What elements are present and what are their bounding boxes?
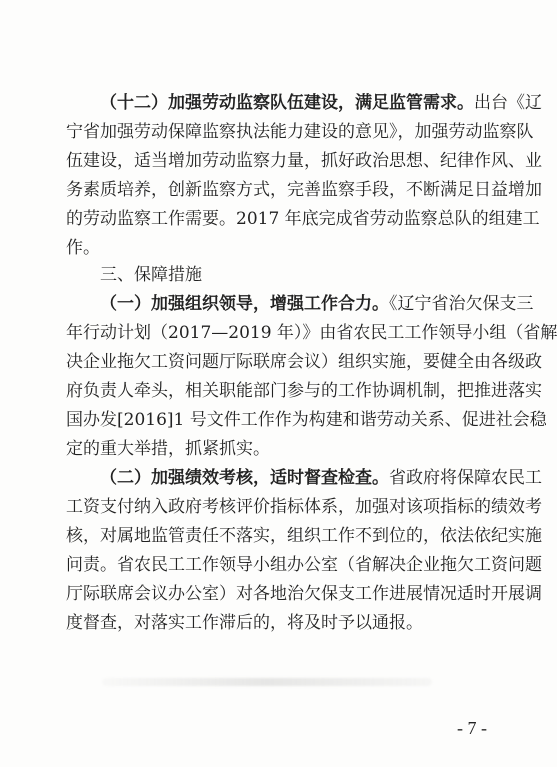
paragraph-12-line-1 (100, 89, 542, 117)
paragraph-2-line-1 (100, 464, 542, 492)
paragraph-1-line-2: 年行动计划（2017—2019 年）》由省农民工工作领导小组（省解 (66, 323, 557, 343)
paragraph-12-line-6: 作。 (66, 238, 100, 258)
paragraph-2-line-4: 问责。省农民工工作领导小组办公室（省解决企业拖欠工资问题 (66, 555, 542, 575)
paragraph-2-heading: （二）加强绩效考核，适时督查检查。 (100, 468, 389, 488)
paragraph-12-line-4: 务素质培养，创新监察方式，完善监察手段，不断满足日益增加 (66, 180, 542, 200)
paragraph-1-line-3: 决企业拖欠工资问题厅际联席会议）组织实施，要健全由各级政 (66, 352, 542, 372)
paragraph-1-line-4: 府负责人牵头，相关职能部门参与的工作协调机制，把推进落实 (66, 381, 542, 401)
paragraph-1-line-6: 定的重大举措，抓紧抓实。 (66, 439, 270, 459)
section-3-title: 三、保障措施 (100, 265, 202, 285)
faint-watermark (102, 678, 432, 686)
paragraph-2-line-6: 度督查，对落实工作滞后的，将及时予以通报。 (66, 613, 423, 633)
paragraph-2-line-2: 工资支付纳入政府考核评价指标体系，加强对该项指标的绩效考 (66, 497, 542, 517)
paragraph-1-line-1 (100, 290, 534, 318)
paragraph-12-line-1-text: 出台《辽 (474, 93, 542, 113)
paragraph-2-line-5: 厅际联席会议办公室）对各地治欠保支工作进展情况适时开展调 (66, 584, 542, 604)
paragraph-2-line-1-text: 省政府将保障农民工 (389, 468, 542, 488)
page-number: - 7 - (457, 718, 487, 738)
paragraph-12-line-2: 宁省加强劳动保障监察执法能力建设的意见》，加强劳动监察队 (66, 122, 534, 142)
paragraph-12-line-3: 伍建设，适当增加劳动监察力量，抓好政治思想、纪律作风、业 (66, 151, 542, 171)
paragraph-12-line-5: 的劳动监察工作需要。2017 年底完成省劳动监察总队的组建工 (66, 209, 540, 229)
paragraph-1-line-5: 国办发[2016]1 号文件工作作为构建和谐劳动关系、促进社会稳 (66, 410, 547, 430)
paragraph-1-heading: （一）加强组织领导，增强工作合力。 (100, 294, 389, 314)
paragraph-2-line-3: 核，对属地监管责任不落实，组织工作不到位的，依法依纪实施 (66, 526, 542, 546)
paragraph-12-heading: （十二）加强劳动监察队伍建设，满足监管需求。 (100, 93, 474, 113)
paragraph-1-line-1-text: 《辽宁省治欠保支三 (389, 294, 534, 314)
